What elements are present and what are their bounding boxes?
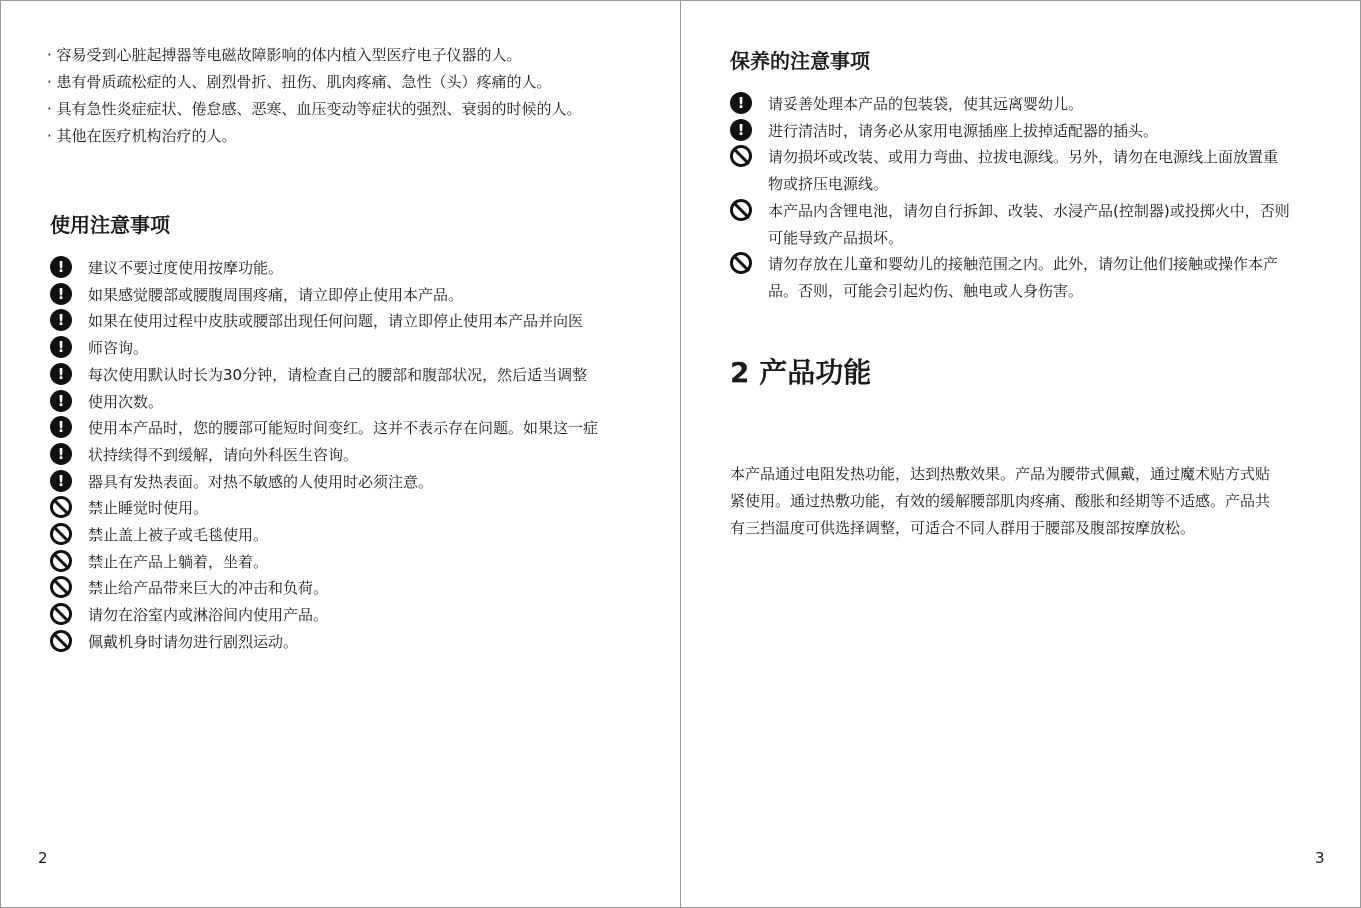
caution-item: 使用本产品时，您的腰部可能短时间变红。这并不表示存在问题。如果这一症 bbox=[88, 419, 599, 438]
caution-item: 使用次数。 bbox=[88, 392, 164, 411]
caution-item: 师咨询。 bbox=[88, 339, 149, 358]
caution-item: 器具有发热表面。对热不敏感的人使用时必须注意。 bbox=[88, 472, 434, 491]
caution-item: 佩戴机身时请勿进行剧烈运动。 bbox=[88, 632, 299, 651]
page-number: 2 bbox=[38, 849, 48, 867]
caution-item: 请勿在浴室内或淋浴间内使用产品。 bbox=[88, 606, 329, 625]
care-item: 请妥善处理本产品的包装袋，使其远离婴幼儿。 bbox=[768, 95, 1084, 113]
caution-item: 每次使用默认时长为30分钟，请检查自己的腰部和腹部状况，然后适当调整 bbox=[88, 365, 588, 384]
warning-icon: ! bbox=[50, 470, 72, 492]
bullet-item: · 其他在医疗机构治疗的人。 bbox=[47, 127, 237, 145]
prohibited-icon bbox=[50, 496, 72, 518]
prohibited-icon bbox=[50, 603, 72, 625]
paragraph-line: 本产品通过电阻发热功能，达到热敷效果。产品为腰带式佩戴，通过魔术贴方式贴 bbox=[730, 465, 1271, 483]
bullet-item: · 具有急性炎症症状、倦怠感、恶寒、血压变动等症状的强烈、衰弱的时候的人。 bbox=[47, 100, 582, 118]
section-title: 使用注意事项 bbox=[50, 213, 170, 237]
bullet-item: · 患有骨质疏松症的人、剧烈骨折、扭伤、肌肉疼痛、急性（头）疼痛的人。 bbox=[47, 73, 552, 91]
care-item: 进行清洁时，请务必从家用电源插座上拔掉适配器的插头。 bbox=[768, 121, 1159, 140]
prohibited-icon bbox=[730, 252, 752, 274]
warning-icon: ! bbox=[730, 119, 752, 141]
caution-item: 禁止睡觉时使用。 bbox=[88, 499, 209, 518]
caution-item: 禁止给产品带来巨大的冲击和负荷。 bbox=[88, 579, 329, 598]
care-item: 请勿损坏或改装、或用力弯曲、拉拔电源线。另外，请勿在电源线上面放置重 bbox=[768, 148, 1279, 167]
caution-item: 如果感觉腰部或腰腹周围疼痛，请立即停止使用本产品。 bbox=[88, 285, 464, 304]
prohibited-icon bbox=[730, 145, 752, 167]
prohibited-icon bbox=[50, 576, 72, 598]
care-item: 本产品内含锂电池，请勿自行拆卸、改装、水浸产品(控制器)或投掷火中，否则 bbox=[768, 201, 1290, 220]
warning-icon: ! bbox=[50, 256, 72, 278]
caution-item: 状持续得不到缓解，请向外科医生咨询。 bbox=[88, 445, 359, 464]
care-item: 请勿存放在儿童和婴幼儿的接触范围之内。此外，请勿让他们接触或操作本产 bbox=[768, 255, 1279, 274]
right-page bbox=[680, 0, 1361, 908]
warning-icon: ! bbox=[50, 309, 72, 331]
section-title: 保养的注意事项 bbox=[730, 49, 870, 73]
prohibited-icon bbox=[730, 199, 752, 221]
warning-icon: ! bbox=[50, 443, 72, 465]
prohibited-icon bbox=[50, 523, 72, 545]
warning-icon: ! bbox=[50, 416, 72, 438]
caution-item: 禁止盖上被子或毛毯使用。 bbox=[88, 526, 269, 544]
care-item: 品。否则，可能会引起灼伤、触电或人身伤害。 bbox=[768, 281, 1084, 300]
caution-item: 禁止在产品上躺着，坐着。 bbox=[88, 552, 269, 571]
care-item: 可能导致产品损坏。 bbox=[768, 228, 904, 247]
caution-item: 如果在使用过程中皮肤或腰部出现任何问题，请立即停止使用本产品并向医 bbox=[88, 312, 584, 331]
warning-icon: ! bbox=[50, 283, 72, 305]
prohibited-icon bbox=[50, 630, 72, 652]
warning-icon: ! bbox=[730, 92, 752, 114]
paragraph-line: 有三挡温度可供选择调整，可适合不同人群用于腰部及腹部按摩放松。 bbox=[730, 519, 1196, 537]
warning-icon: ! bbox=[50, 336, 72, 358]
warning-icon: ! bbox=[50, 363, 72, 385]
bullet-item: · 容易受到心脏起搏器等电磁故障影响的体内植入型医疗电子仪器的人。 bbox=[47, 46, 522, 64]
paragraph-line: 紧使用。通过热敷功能，有效的缓解腰部肌肉疼痛、酸胀和经期等不适感。产品共 bbox=[730, 492, 1271, 510]
prohibited-icon bbox=[50, 550, 72, 572]
care-item: 物或挤压电源线。 bbox=[768, 175, 889, 194]
chapter-title: 2 产品功能 bbox=[730, 356, 872, 389]
warning-icon: ! bbox=[50, 390, 72, 412]
caution-item: 建议不要过度使用按摩功能。 bbox=[88, 259, 284, 277]
page-number: 3 bbox=[1315, 849, 1325, 867]
